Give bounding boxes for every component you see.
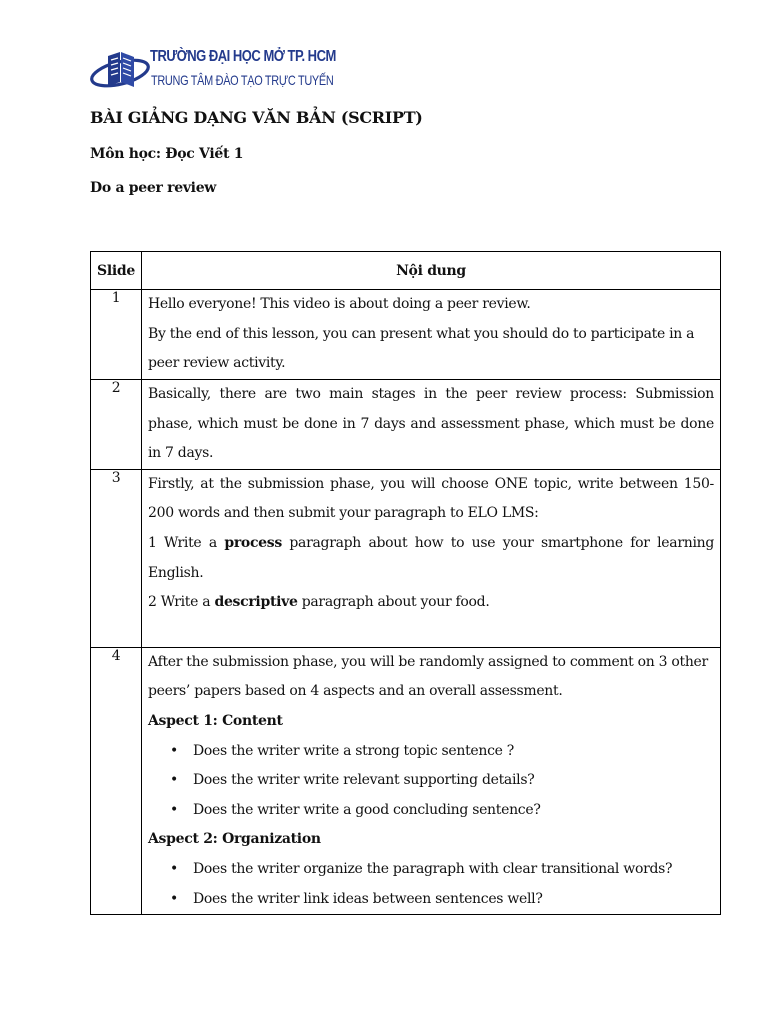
- bullet-icon: •: [170, 890, 178, 907]
- slide-number: 2: [91, 380, 142, 470]
- table-row: [91, 469, 721, 647]
- slide-content: [142, 380, 721, 470]
- question-text: Does the writer write a good concluding sentence?: [193, 801, 541, 818]
- slide-content: [142, 647, 721, 914]
- slide-content: [142, 469, 721, 647]
- slide-number: 4: [91, 647, 142, 914]
- aspect-heading: Aspect 2: Organization: [148, 831, 321, 848]
- slide-number: 1: [91, 290, 142, 380]
- topic-prefix: 1 Write a: [148, 534, 225, 551]
- content-line: After the submission phase, you will be randomly assigned to comment on 3 other peers’ papers based on 4 aspects and an overall assessment.: [148, 653, 708, 700]
- content-line: Firstly, at the submission phase, you will choose ONE topic, write between 150-200 words and then submit your paragraph to ELO LMS:: [148, 475, 714, 522]
- content-line: Basically, there are two main stages in the peer review process: Submission phase, which must be done in 7 days and assessment phase, which must be done in 7 days.: [148, 386, 714, 462]
- content-line: Hello everyone! This video is about doing a peer review.: [148, 296, 531, 312]
- table-row: [91, 290, 721, 380]
- bullet-icon: •: [170, 801, 178, 818]
- list-item: [170, 766, 714, 796]
- script-table: [90, 251, 721, 915]
- open-book-logo-icon: [90, 46, 150, 94]
- question-text: Does the writer organize the paragraph with clear transitional words?: [193, 860, 673, 877]
- aspect-question-list: [148, 855, 714, 914]
- university-logo: [90, 44, 336, 98]
- list-item: [170, 796, 714, 826]
- header-slide: Slide: [91, 252, 142, 290]
- subject-line: Môn học: Đọc Viết 1: [90, 146, 244, 162]
- list-item: [170, 855, 714, 885]
- topic-suffix: paragraph about how to use your smartphone for learning English.: [148, 534, 715, 581]
- list-item: [170, 885, 714, 915]
- topic-keyword: process: [224, 534, 282, 551]
- slide-number: 3: [91, 469, 142, 647]
- content-line: By the end of this lesson, you can present what you should do to participate in a peer review activity.: [148, 325, 695, 372]
- table-row: [91, 380, 721, 470]
- topic-option-1: [148, 529, 714, 588]
- logo-center-name: TRUNG TÂM ĐÀO TẠO TRỰC TUYẾN: [151, 72, 334, 88]
- list-item: [170, 737, 714, 767]
- bullet-icon: •: [170, 742, 178, 759]
- question-text: Does the writer write a strong topic sentence ?: [193, 742, 515, 759]
- topic-suffix: paragraph about your food.: [297, 594, 490, 611]
- aspect-heading: Aspect 1: Content: [148, 712, 283, 729]
- slide-content: [142, 290, 721, 380]
- question-text: Does the writer write relevant supporting details?: [193, 772, 535, 789]
- table-header-row: [91, 252, 721, 290]
- topic-keyword: descriptive: [214, 594, 298, 611]
- topic-option-2: [148, 588, 714, 618]
- bullet-icon: •: [170, 772, 178, 789]
- lesson-title: Do a peer review: [90, 180, 217, 196]
- table-row: [91, 647, 721, 914]
- question-text: Does the writer link ideas between sentences well?: [193, 890, 543, 907]
- bullet-icon: •: [170, 860, 178, 877]
- document-title: BÀI GIẢNG DẠNG VĂN BẢN (SCRIPT): [90, 108, 423, 127]
- logo-university-name: TRƯỜNG ĐẠI HỌC MỞ TP. HCM: [150, 48, 336, 65]
- aspect-question-list: [148, 737, 714, 826]
- header-content: Nội dung: [142, 252, 721, 290]
- topic-prefix: 2 Write a: [148, 594, 215, 611]
